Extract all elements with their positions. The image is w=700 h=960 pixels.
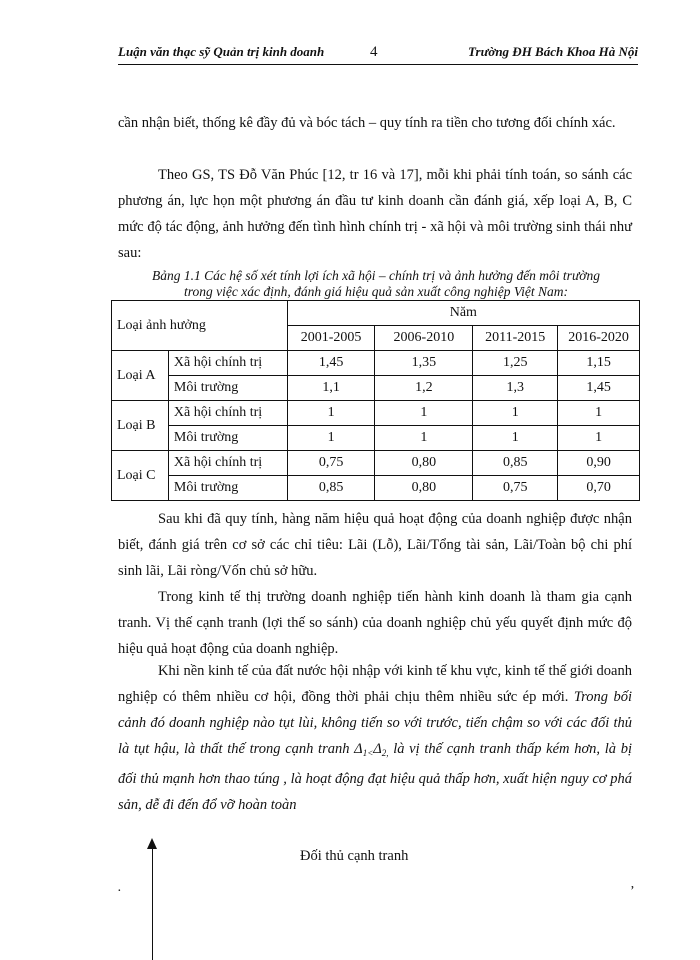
table-cell: 0,75 [473,476,558,501]
header-right: Trường ĐH Bách Khoa Hà Nội [468,44,638,59]
table-cell: 0,85 [287,476,375,501]
header-left: Luận văn thạc sỹ Quản trị kinh doanh [118,44,325,59]
table-row [112,401,640,426]
delta-subscript: 2, [381,748,389,758]
table-cell: 1 [375,401,473,426]
row-label: Xã hội chính trị [168,451,287,476]
delta-symbol: Δ [373,741,382,757]
table-cell: 0,70 [558,476,640,501]
table-row [112,476,640,501]
table-cell: 1,45 [287,351,375,376]
table-cell: 1 [558,426,640,451]
margin-mark-right: ʼ [630,884,635,899]
col-header-year: Năm [287,301,639,326]
table-cell: 0,90 [558,451,640,476]
table-caption [110,268,642,300]
year-header: 2006-2010 [375,326,473,351]
row-label: Xã hội chính trị [168,401,287,426]
caption-line-2: trong việc xác định, đánh giá hiệu quả sản xuất công nghiệp Việt Nam: [184,284,568,299]
row-label: Xã hội chính trị [168,351,287,376]
diagram-label: Đối thủ cạnh tranh [300,848,409,864]
row-label: Môi trường [168,476,287,501]
page-number: 4 [370,44,378,60]
coefficient-table [111,300,640,501]
table-cell: 1,2 [375,376,473,401]
table-cell: 1 [375,426,473,451]
table-cell: 0,80 [375,451,473,476]
delta-symbol: Δ [354,741,363,757]
paragraph-2: Theo GS, TS Đỗ Văn Phúc [12, tr 16 và 17], mỗi khi phải tính toán, so sánh các phương án, lực họn một phương án đầu tư kinh doanh cần đánh giá, xếp loại A, B, C mức độ tác động, ảnh hưởng đến tình hình chính trị - xã hội và môi trường sinh thái như sau: [118,167,632,261]
table-cell: 1,25 [473,351,558,376]
table-cell: 1 [473,401,558,426]
table-row [112,426,640,451]
paragraph-1: cần nhận biết, thống kê đầy đủ và bóc tách – quy tính ra tiền cho tương đối chính xác. [118,115,616,131]
year-header: 2001-2005 [287,326,375,351]
col-header-impact-type: Loại ảnh hưởng [112,301,288,351]
paragraph-3: Sau khi đã quy tính, hàng năm hiệu quả hoạt động của doanh nghiệp được nhận biết, đánh giá trên cơ sở các chỉ tiêu: Lãi (Lỗ), Lãi/Tổng tài sản, Lãi/Toàn bộ chi phí sinh lãi, Lãi ròng/Vốn chủ sở hữu. [118,511,632,579]
caption-line-1: Bảng 1.1 Các hệ số xét tính lợi ích xã hội – chính trị và ảnh hưởng đến môi trường [151,268,601,283]
table-cell: 1,45 [558,376,640,401]
margin-mark-left: · [117,884,122,899]
year-header: 2016-2020 [558,326,640,351]
table-cell: 0,85 [473,451,558,476]
row-label: Môi trường [168,426,287,451]
row-label: Môi trường [168,376,287,401]
table-cell: 1 [287,401,375,426]
group-label: Loại C [112,451,169,501]
table-cell: 0,80 [375,476,473,501]
table-cell: 1 [558,401,640,426]
paragraph-5-italic-b: là vị thế cạnh tranh thấp kém hơn, là bị đối thủ mạnh hơn thao túng , là hoạt động đạt hiệu quả thấp hơn, xuất hiện nguy cơ phá sản, dễ đi đến đổ vỡ hoàn toàn [118,741,632,813]
group-label: Loại B [112,401,169,451]
table-cell: 1,15 [558,351,640,376]
paragraph-4: Trong kinh tế thị trường doanh nghiệp tiến hành kinh doanh là tham gia cạnh tranh. Vị thế cạnh tranh (lợi thế so sánh) của doanh nghiệp chủ yếu quyết định mức độ hiệu quả hoạt động của doanh nghiệp. [118,589,632,657]
table-cell: 1,1 [287,376,375,401]
group-label: Loại A [112,351,169,401]
table-cell: 1,3 [473,376,558,401]
table-row [112,376,640,401]
paragraph-5-normal: Khi nền kinh tế của đất nước hội nhập với kinh tế khu vực, kinh tế thế giới doanh nghiệp có thêm nhiều cơ hội, đồng thời phải chịu thêm nhiều sức ép mới. [118,663,632,705]
table-cell: 0,75 [287,451,375,476]
table-cell: 1 [473,426,558,451]
paragraph-5-italic-a: Trong bối cảnh đó doanh nghiệp nào tụt lùi, không tiến so với trước, tiến chậm so với các đối thủ là tụt hậu, là thất thế trong cạnh tranh [118,689,632,757]
table-row [112,351,640,376]
table-row [112,451,640,476]
diagram-axis-line [152,848,153,960]
table-cell: 1 [287,426,375,451]
delta-subscript: 1< [362,748,374,758]
table-header-row [112,301,640,326]
paragraph-5 [118,658,632,818]
header-rule [118,64,638,65]
table-cell: 1,35 [375,351,473,376]
year-header: 2011-2015 [473,326,558,351]
